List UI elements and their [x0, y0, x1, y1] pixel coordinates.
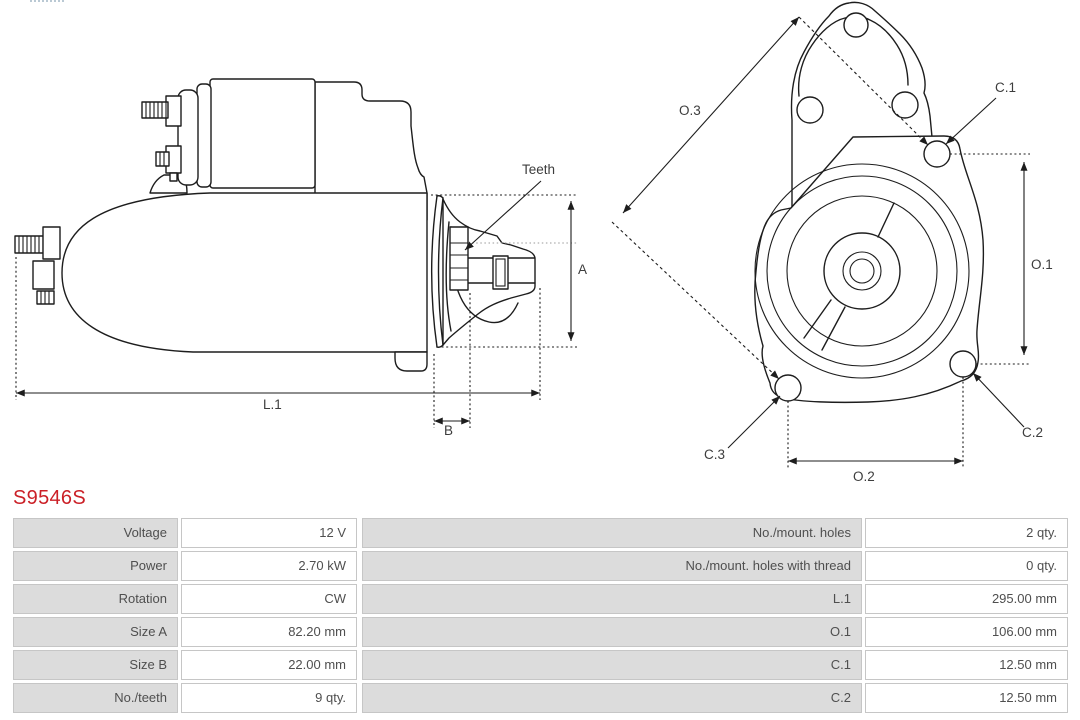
dim-label-c3: C.3	[704, 447, 726, 462]
spec-value-cell: 12.50 mm	[865, 683, 1068, 713]
housing-hole-left	[797, 97, 823, 123]
spec-label-cell: Rotation	[13, 584, 178, 614]
table-row	[362, 617, 1068, 647]
spec-label-cell: C.2	[362, 683, 862, 713]
table-row	[13, 683, 357, 713]
spec-value-cell: 22.00 mm	[181, 650, 357, 680]
dim-label-c2: C.2	[1022, 425, 1044, 440]
solenoid-ring	[197, 84, 211, 187]
table-row	[362, 584, 1068, 614]
spec-label-cell: Power	[13, 551, 178, 581]
table-row	[362, 683, 1068, 713]
table-row	[13, 617, 357, 647]
table-row	[362, 551, 1068, 581]
spec-value-cell: 2 qty.	[865, 518, 1068, 548]
housing-hole-right	[892, 92, 918, 118]
terminal-nut	[43, 227, 60, 259]
thrust-collar	[493, 256, 508, 289]
spec-table-left	[13, 518, 357, 716]
solenoid-pin	[170, 173, 177, 181]
mounting-foot	[395, 352, 427, 371]
dim-label-a: A	[578, 262, 588, 277]
solenoid-stud-lower	[156, 152, 169, 166]
table-row	[13, 584, 357, 614]
part-number: S9546S	[13, 487, 86, 509]
terminal-block	[33, 261, 54, 289]
body-terminal-studs	[15, 227, 60, 304]
table-row	[362, 518, 1068, 548]
spec-label-cell: C.1	[362, 650, 862, 680]
solenoid-tube	[210, 79, 315, 188]
spec-label-cell: L.1	[362, 584, 862, 614]
spec-value-cell: 12 V	[181, 518, 357, 548]
spec-table-right	[362, 518, 1068, 716]
spec-label-cell: No./teeth	[13, 683, 178, 713]
spec-value-cell: 106.00 mm	[865, 617, 1068, 647]
dim-label-b: B	[444, 423, 454, 438]
spec-value-cell: 12.50 mm	[865, 650, 1068, 680]
spec-label-cell: Size A	[13, 617, 178, 647]
housing-hole-top	[844, 13, 868, 37]
mounting-hole-c2	[950, 351, 976, 377]
dim-label-c1: C.1	[995, 80, 1017, 95]
starter-front-view	[612, 2, 1053, 484]
spec-value-cell: 82.20 mm	[181, 617, 357, 647]
teeth-label: Teeth	[522, 162, 556, 177]
spec-value-cell: 295.00 mm	[865, 584, 1068, 614]
spec-value-cell: 9 qty.	[181, 683, 357, 713]
spec-value-cell: 0 qty.	[865, 551, 1068, 581]
spec-label-cell: No./mount. holes with thread	[362, 551, 862, 581]
dim-label-l1: L.1	[263, 397, 282, 412]
starter-side-view	[15, 79, 587, 438]
dim-label-o3: O.3	[679, 103, 701, 118]
spec-label-cell: O.1	[362, 617, 862, 647]
spec-label-cell: Size B	[13, 650, 178, 680]
spec-label-cell: No./mount. holes	[362, 518, 862, 548]
spec-value-cell: CW	[181, 584, 357, 614]
table-row	[13, 518, 357, 548]
spec-label-cell: Voltage	[13, 518, 178, 548]
table-row	[13, 551, 357, 581]
spec-value-cell: 2.70 kW	[181, 551, 357, 581]
solenoid	[142, 79, 315, 188]
dim-label-o2: O.2	[853, 469, 875, 484]
motor-body	[62, 193, 427, 352]
table-row	[362, 650, 1068, 680]
intermediate-ring	[432, 196, 443, 348]
table-row	[13, 650, 357, 680]
shaft-hub	[824, 233, 900, 309]
dim-label-o1: O.1	[1031, 257, 1053, 272]
pinion-gear	[450, 227, 468, 290]
